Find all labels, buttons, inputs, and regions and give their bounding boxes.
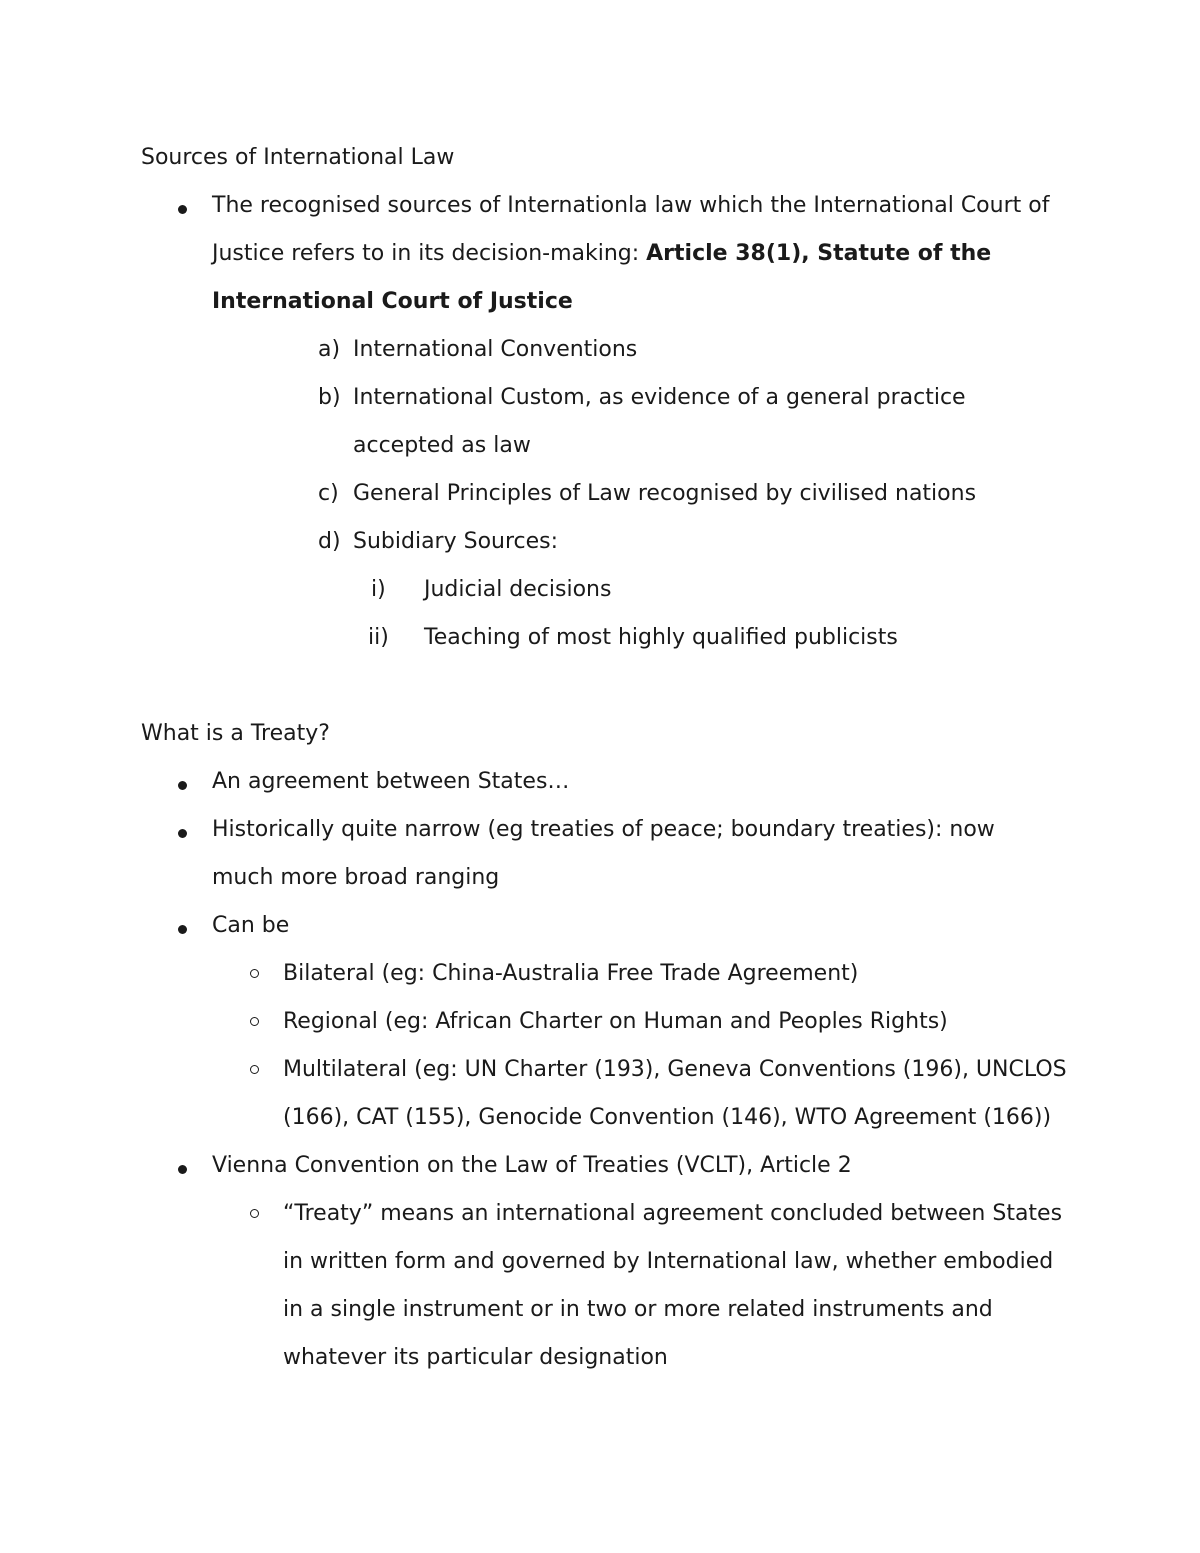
list-marker-c: c) [318, 481, 339, 506]
list-marker-d: d) [318, 529, 341, 554]
bullet-dot [178, 205, 187, 214]
list-marker-b: b) [318, 385, 341, 410]
list-item-i: Judicial decisions [424, 577, 612, 602]
sub-bullet-circle [250, 1017, 259, 1026]
sub-item-multilateral: Multilateral (eg: UN Charter (193), Geneva Conventions (196), UNCLOS (166), CAT (155), Genocide Convention (146), WTO Agreement (166)) [283, 1057, 1067, 1130]
section-heading-treaty: What is a Treaty? [141, 721, 330, 746]
bullet-text-vclt: Vienna Convention on the Law of Treaties (VCLT), Article 2 [212, 1153, 852, 1178]
sub-bullet-circle [250, 969, 259, 978]
bullet-text-icj-sources [212, 182, 1062, 326]
bullet-dot [178, 1165, 187, 1174]
sub-item-regional: Regional (eg: African Charter on Human and Peoples Rights) [283, 1009, 948, 1034]
vclt-treaty-definition: “Treaty” means an international agreement concluded between States in written form and governed by International law, whether embodied in a single instrument or in two or more related instruments and whatever its particular designation [283, 1201, 1063, 1370]
section-heading-sources: Sources of International Law [141, 145, 455, 170]
list-marker-ii: ii) [368, 625, 389, 650]
bullet-dot [178, 925, 187, 934]
list-item-d: Subidiary Sources: [353, 529, 559, 554]
list-marker-i: i) [371, 577, 386, 602]
bullet-text-can-be: Can be [212, 913, 290, 938]
sub-bullet-circle [250, 1065, 259, 1074]
list-item-ii: Teaching of most highly qualified publicists [424, 625, 898, 650]
bullet-dot [178, 781, 187, 790]
bullet-text-historically: Historically quite narrow (eg treaties of peace; boundary treaties): now much more broad ranging [212, 817, 995, 890]
list-item-b: International Custom, as evidence of a general practice accepted as law [353, 385, 966, 458]
list-item-a: International Conventions [353, 337, 638, 362]
list-item-c: General Principles of Law recognised by civilised nations [353, 481, 977, 506]
bullet-text-agreement: An agreement between States… [212, 769, 570, 794]
sub-bullet-circle [250, 1209, 259, 1218]
bullet-text-plain: The recognised sources of Internationla law which the International Court of Justice refers to in its decision-making: [212, 193, 1050, 266]
bullet-dot [178, 829, 187, 838]
list-marker-a: a) [318, 337, 341, 362]
bullet-text-bold-citation: Article 38(1), Statute of the International Court of Justice [212, 241, 992, 314]
sub-item-bilateral: Bilateral (eg: China-Australia Free Trade Agreement) [283, 961, 859, 986]
